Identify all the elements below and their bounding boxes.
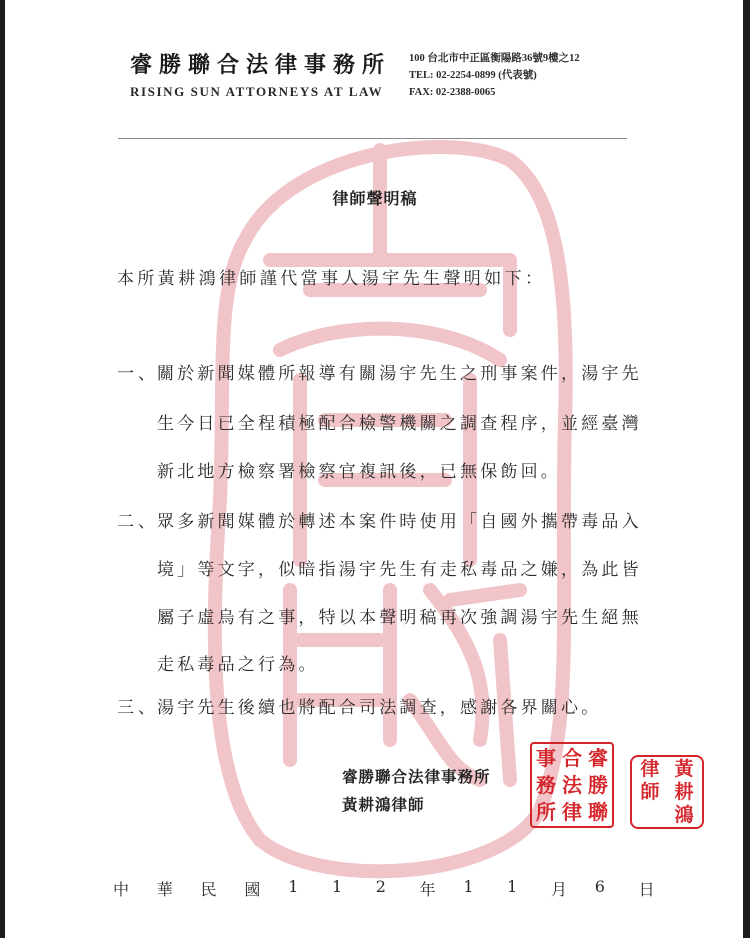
lawyer-seal-stamp xyxy=(630,755,704,829)
document-date xyxy=(113,877,682,900)
firm-name-zh: 睿勝聯合法律事務所 xyxy=(130,52,392,78)
date-char: 1 xyxy=(288,877,299,896)
seal-char: 黃 xyxy=(674,758,694,780)
intro-paragraph: 本所黃耕鴻律師謹代當事人湯宇先生聲明如下： xyxy=(117,269,546,289)
item-line: 屬子虛烏有之事，特以本聲明稿再次強調湯宇先生絕無 xyxy=(157,608,642,628)
item-number: 二、 xyxy=(117,512,159,532)
statement-item-2 xyxy=(117,507,642,532)
seal-char: 法 xyxy=(562,773,582,797)
item-line: 走私毒品之行為。 xyxy=(157,655,319,675)
date-char: 日 xyxy=(638,880,655,899)
tel: TEL: 02-2254-0899 (代表號) xyxy=(409,70,537,81)
item-number: 三、 xyxy=(117,698,159,718)
contact-block xyxy=(409,50,580,101)
date-char: 1 xyxy=(463,877,474,896)
scan-edge-right xyxy=(743,0,750,938)
item-line: 新北地方檢察署檢察官複訊後，已無保飭回。 xyxy=(157,462,561,482)
date-char: 1 xyxy=(331,877,343,896)
document-title: 律師聲明稿 xyxy=(332,189,418,208)
date-char: 月 xyxy=(550,880,567,899)
date-char: 國 xyxy=(244,880,261,899)
seal-char: 合 xyxy=(562,746,582,770)
signature-firm: 睿勝聯合法律事務所 xyxy=(342,767,491,786)
seal-char: 聯 xyxy=(588,800,608,824)
header-divider xyxy=(118,138,627,139)
seal-char: 師 xyxy=(640,781,660,803)
date-char: 2 xyxy=(375,877,386,896)
seal-char: 律 xyxy=(562,800,582,824)
item-line: 湯宇先生後續也將配合司法調查，感謝各界關心。 xyxy=(157,698,602,718)
address: 100 台北市中正區衡陽路36號9樓之12 xyxy=(409,53,580,64)
statement-item-1 xyxy=(117,359,642,384)
statement-item-3 xyxy=(117,693,601,718)
seal-char: 所 xyxy=(536,800,556,824)
date-char: 年 xyxy=(419,880,436,899)
firm-seal-stamp xyxy=(530,742,614,828)
signature-lawyer: 黃耕鴻律師 xyxy=(342,795,425,814)
date-char: 1 xyxy=(507,877,518,896)
seal-char: 鴻 xyxy=(674,804,694,826)
firm-name-en: RISING SUN ATTORNEYS AT LAW xyxy=(130,84,384,99)
item-line: 生今日已全程積極配合檢警機關之調查程序，並經臺灣 xyxy=(157,414,642,434)
seal-char: 事 xyxy=(536,746,556,770)
item-line: 眾多新聞媒體於轉述本案件時使用「自國外攜帶毒品入 xyxy=(157,512,642,532)
scan-edge-left xyxy=(0,0,5,938)
seal-char: 律 xyxy=(640,758,660,780)
seal-char: 務 xyxy=(536,773,556,797)
seal-char: 耕 xyxy=(674,781,694,803)
item-line: 境」等文字，似暗指湯宇先生有走私毒品之嫌，為此皆 xyxy=(157,560,642,580)
date-char: 民 xyxy=(200,880,217,899)
seal-char: 睿 xyxy=(588,746,608,770)
item-number: 一、 xyxy=(117,364,159,384)
date-char: 中 xyxy=(113,880,130,899)
date-char: 6 xyxy=(594,877,605,896)
seal-char: 勝 xyxy=(588,773,608,797)
fax: FAX: 02-2388-0065 xyxy=(409,87,496,98)
date-char: 華 xyxy=(156,880,173,899)
seal-char xyxy=(633,804,667,827)
item-line: 關於新聞媒體所報導有關湯宇先生之刑事案件，湯宇先 xyxy=(157,364,642,384)
